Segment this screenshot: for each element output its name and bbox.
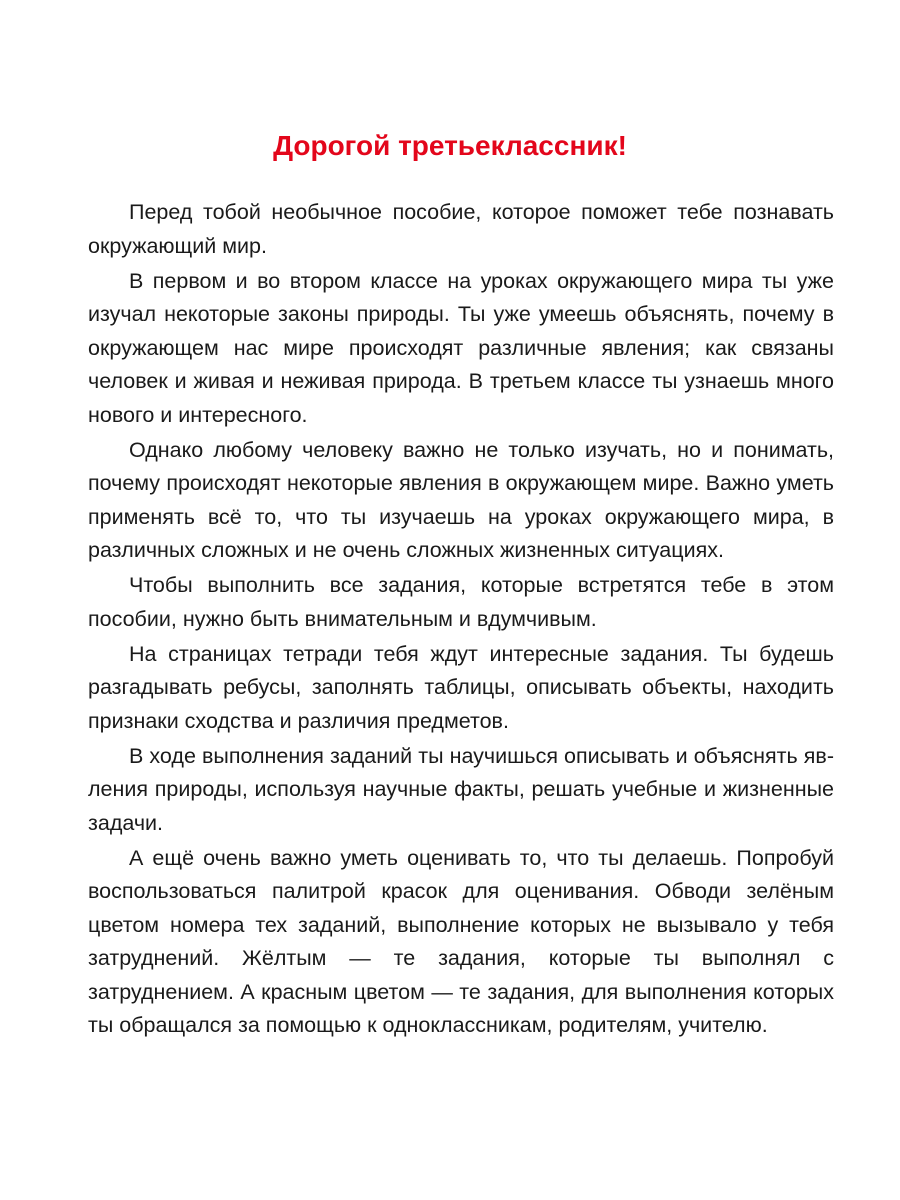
- paragraph-skills: В ходе выполнения заданий ты научишься описывать и объяснять явления природы, используя научные факты, решать учебные и жизненные задачи.: [88, 743, 834, 835]
- paragraph-self-assessment: А ещё очень важно уметь оценивать то, что ты делаешь. Попробуй воспользоваться палитрой красок для оценивания. Обводи зелёным цветом номера тех заданий, выполнение которых не вызывало у тебя затруднений. Жёлтым — те задания, которые ты выполнял с затруднением. А красным цветом — те задания, для выполнения которых ты обращался за помощью к одноклассникам, родителям, учителю.: [88, 845, 834, 1037]
- paragraph-previous-classes: В первом и во втором классе на уроках окружающего мира ты уже изучал некоторые законы природы. Ты уже умеешь объяснять, почему в окружающем нас мире происходят различные явления; как связаны человек и живая и неживая природа. В третьем классе ты узнаешь много нового и интересного.: [88, 268, 834, 427]
- paragraph-intro: Перед тобой необычное пособие, которое поможет тебе познавать окружающий мир.: [88, 200, 834, 258]
- page-title: Дорогой третьеклассник!: [273, 130, 627, 161]
- body-text: [88, 196, 834, 1044]
- paragraph-understanding: Однако любому человеку важно не только изучать, но и понимать, почему происходят некоторые явления в окружающем мире. Важно уметь применять всё то, что ты изучаешь на уроках окружающего мира, в различных сложных и не очень сложных жизненных ситуациях.: [88, 437, 834, 562]
- paragraph-attention: Чтобы выполнить все задания, которые встретятся тебе в этом пособии, нужно быть внимательным и вдумчивым.: [88, 573, 834, 631]
- paragraph-tasks: На страницах тетради тебя ждут интересные задания. Ты будешь разгадывать ребусы, заполнять таблицы, описывать объекты, находить признаки сходства и различия предметов.: [88, 641, 834, 733]
